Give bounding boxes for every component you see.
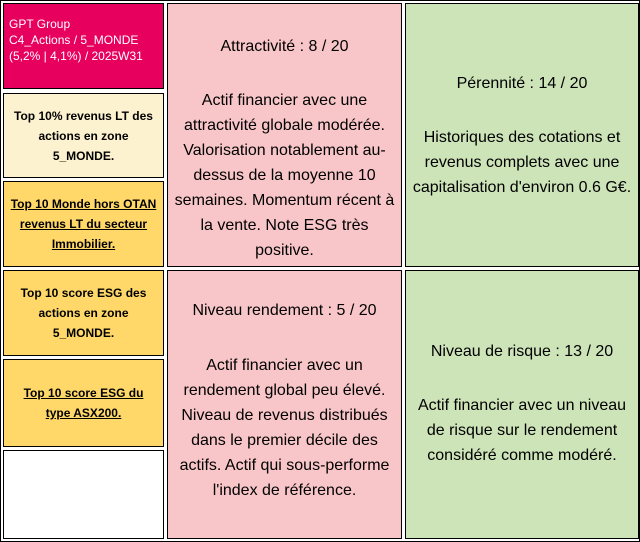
asset-name: GPT Group — [9, 17, 71, 31]
tag-top-monde-hors-otan[interactable] — [3, 181, 164, 267]
asset-category: C4_Actions / 5_MONDE — [9, 33, 139, 47]
panel-title: Niveau de risque : 13 / 20 — [430, 343, 614, 360]
panel-body: Actif financier avec un rendement global peu élevé. Niveau de revenus distribués dans le premier décile des actifs. Actif qui sous-performe l'index de référence. — [179, 357, 390, 499]
panel-risque — [405, 270, 639, 539]
tag-label: Top 10% revenus LT des actions en zone 5_MONDE. — [14, 108, 153, 163]
panel-title: Attractivité : 8 / 20 — [220, 38, 349, 55]
panel-body: Historiques des cotations et revenus complets avec une capitalisation d'environ 0.6 G€. — [412, 129, 632, 196]
tag-top-esg-zone — [3, 270, 164, 356]
panel-attractivite — [167, 3, 402, 267]
asset-stats: (5,2% | 4,1%) / 2025W31 — [9, 49, 143, 63]
panel-perennite — [405, 3, 639, 267]
tag-link-label[interactable]: Top 10 Monde hors OTAN revenus LT du secteur Immobilier. — [10, 197, 157, 251]
tag-top-esg-asx200[interactable] — [3, 359, 164, 447]
tag-top-revenus-zone — [3, 93, 164, 178]
tag-label: Top 10 score ESG des actions en zone 5_MONDE. — [20, 286, 147, 340]
asset-header — [3, 3, 164, 89]
panel-title: Niveau rendement : 5 / 20 — [192, 302, 377, 319]
panel-rendement — [167, 270, 402, 539]
panel-body: Actif financier avec une attractivité globale modérée. Valorisation notablement au-dessus de la moyenne 10 semaines. Momentum récent à la vente. Note ESG très positive. — [174, 92, 395, 259]
panel-body: Actif financier avec un niveau de risque sur le rendement considéré comme modéré. — [417, 397, 627, 464]
empty-cell — [3, 450, 164, 539]
panel-title: Pérennité : 14 / 20 — [456, 75, 588, 92]
tag-link-label[interactable]: Top 10 score ESG du type ASX200. — [23, 386, 144, 420]
